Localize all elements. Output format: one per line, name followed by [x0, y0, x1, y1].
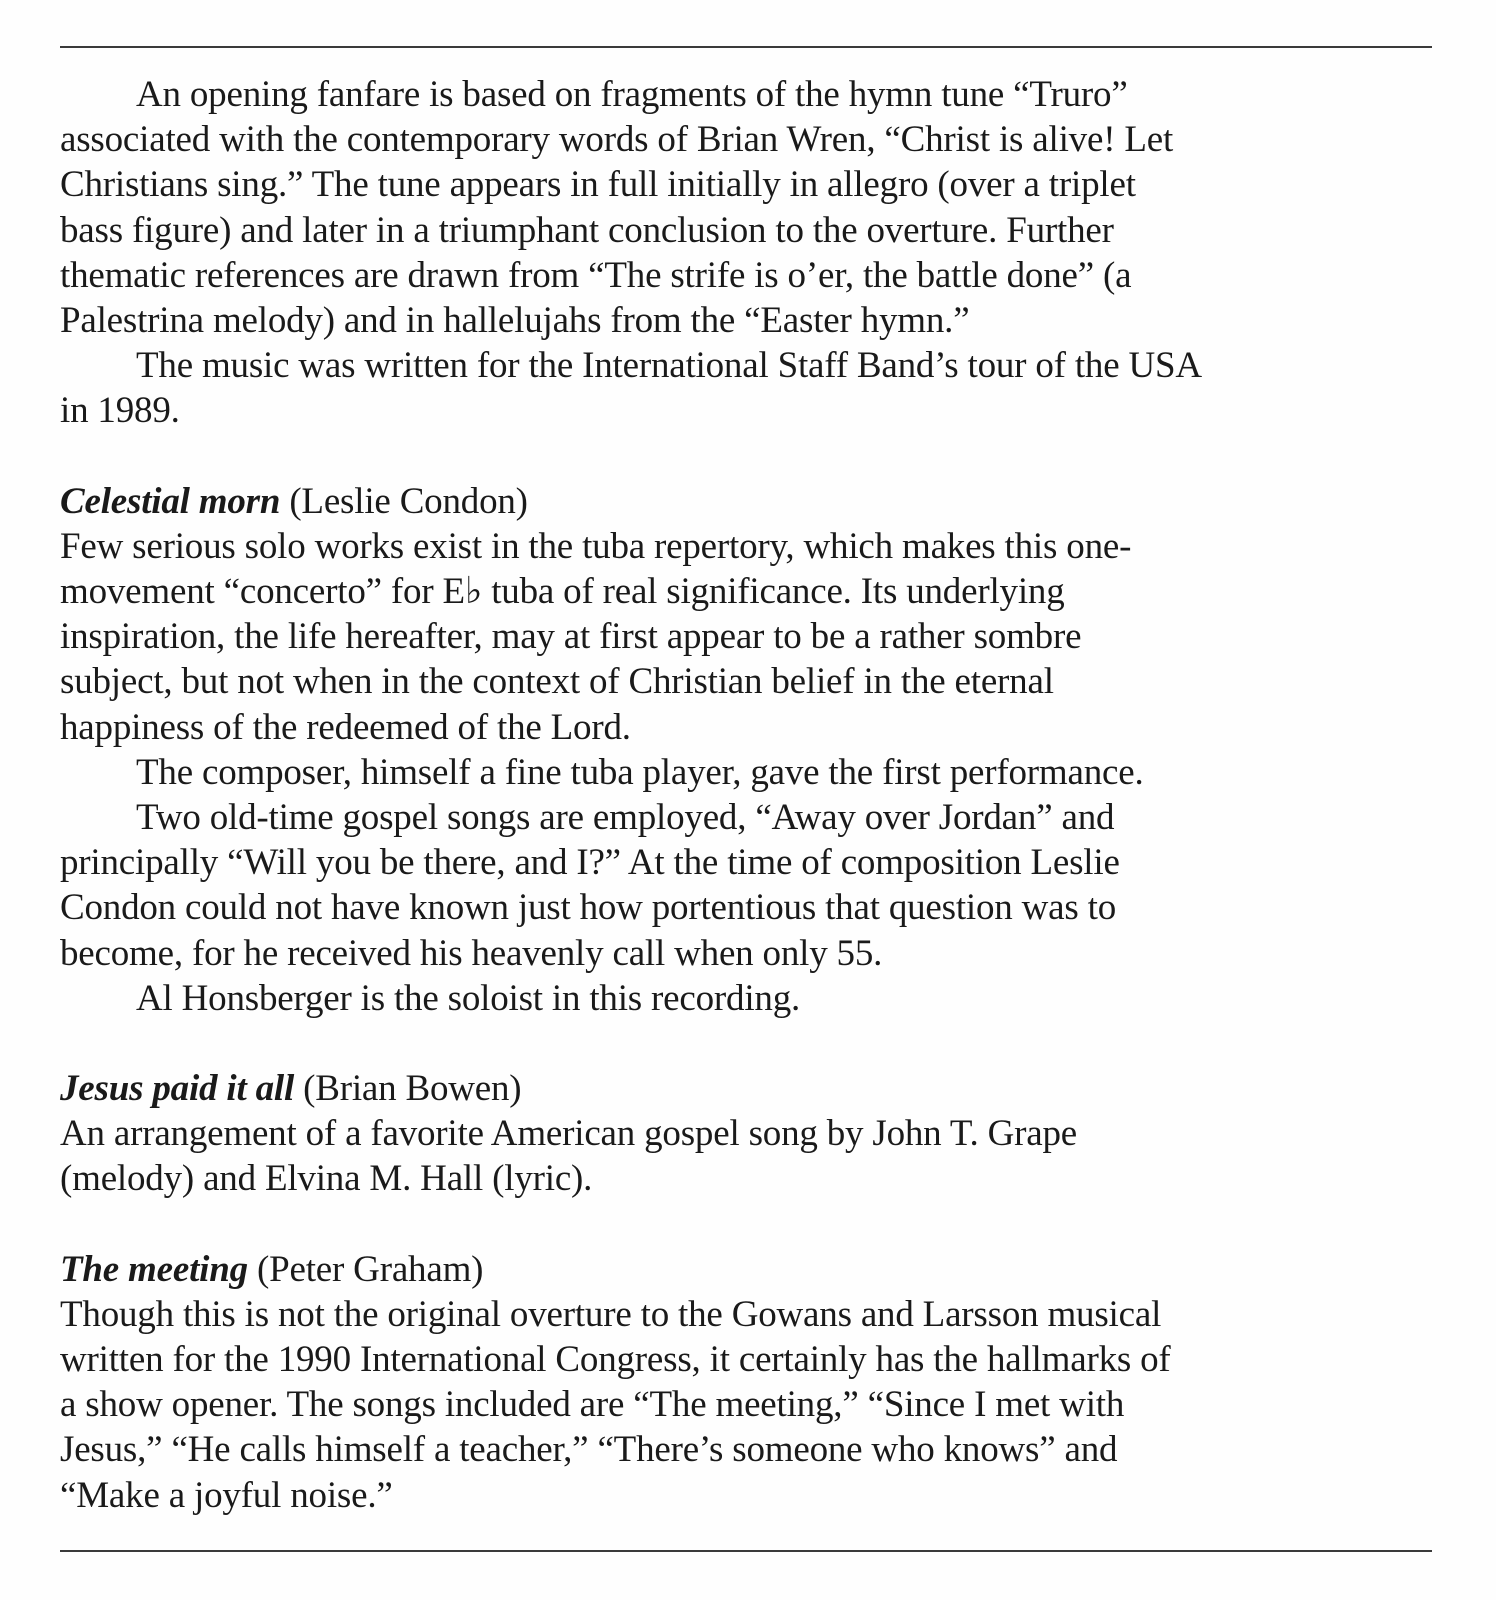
piece-composer: (Peter Graham) — [256, 1248, 484, 1290]
bottom-rule — [60, 1550, 1432, 1552]
paragraph — [60, 750, 1440, 795]
paragraph — [60, 524, 1440, 750]
text-line: Condon could not have known just how portentious that question was to — [60, 887, 1117, 929]
text-line: happiness of the redeemed of the Lord. — [60, 706, 631, 748]
section-the-meeting — [60, 1247, 1440, 1518]
text-line: Jesus,” “He calls himself a teacher,” “There’s someone who knows” and — [60, 1429, 1118, 1471]
text-line: in 1989. — [60, 390, 180, 432]
piece-heading — [60, 1066, 1440, 1111]
text-line: Christians sing.” The tune appears in full initially in allegro (over a triplet — [60, 164, 1136, 206]
text-line: Two old-time gospel songs are employed, “Away over Jordan” and — [136, 797, 1115, 839]
text-line: Though this is not the original overture to the Gowans and Larsson musical — [60, 1293, 1162, 1335]
text-line: thematic references are drawn from “The strife is o’er, the battle done” (a — [60, 254, 1132, 296]
section-spacer — [60, 1202, 1440, 1247]
paragraph — [60, 976, 1440, 1021]
paragraph — [60, 795, 1440, 976]
text-line: The composer, himself a fine tuba player, gave the first performance. — [136, 751, 1144, 793]
text-line: (melody) and Elvina M. Hall (lyric). — [60, 1158, 593, 1200]
text-line: written for the 1990 International Congress, it certainly has the hallmarks of — [60, 1339, 1171, 1381]
top-rule — [60, 46, 1432, 48]
paragraph — [60, 343, 1440, 433]
document-body — [60, 72, 1440, 1518]
text-line: Al Honsberger is the soloist in this recording. — [136, 977, 801, 1019]
text-line: principally “Will you be there, and I?” At the time of composition Leslie — [60, 842, 1120, 884]
section-celestial-morn — [60, 479, 1440, 1021]
text-line: An arrangement of a favorite American gospel song by John T. Grape — [60, 1113, 1078, 1155]
text-line: Few serious solo works exist in the tuba repertory, which makes this one- — [60, 525, 1132, 567]
piece-title: Jesus paid it all — [60, 1068, 295, 1110]
piece-composer: (Brian Bowen) — [303, 1068, 522, 1110]
text-line: movement “concerto” for E♭ tuba of real significance. Its underlying — [60, 571, 1065, 613]
piece-title: Celestial morn — [60, 480, 281, 522]
piece-heading — [60, 479, 1440, 524]
text-line: “Make a joyful noise.” — [60, 1474, 393, 1516]
piece-composer: (Leslie Condon) — [289, 480, 528, 522]
piece-heading — [60, 1247, 1440, 1292]
paragraph — [60, 72, 1440, 343]
text-line: a show opener. The songs included are “The meeting,” “Since I met with — [60, 1384, 1125, 1426]
text-line: The music was written for the International Staff Band’s tour of the USA — [136, 345, 1202, 387]
text-line: subject, but not when in the context of Christian belief in the eternal — [60, 661, 1054, 703]
text-line: associated with the contemporary words of Brian Wren, “Christ is alive! Let — [60, 119, 1174, 161]
text-line: become, for he received his heavenly call when only 55. — [60, 932, 883, 974]
section-spacer — [60, 1021, 1440, 1066]
paragraph — [60, 1111, 1440, 1201]
paragraph — [60, 1292, 1440, 1518]
text-line: bass figure) and later in a triumphant conclusion to the overture. Further — [60, 209, 1114, 251]
section-jesus-paid-it-all — [60, 1066, 1440, 1202]
section-intro — [60, 72, 1440, 434]
text-line: Palestrina melody) and in hallelujahs from the “Easter hymn.” — [60, 300, 970, 342]
text-line: inspiration, the life hereafter, may at first appear to be a rather sombre — [60, 616, 1082, 658]
section-spacer — [60, 434, 1440, 479]
piece-title: The meeting — [60, 1248, 248, 1290]
text-line: An opening fanfare is based on fragments of the hymn tune “Truro” — [136, 74, 1128, 115]
